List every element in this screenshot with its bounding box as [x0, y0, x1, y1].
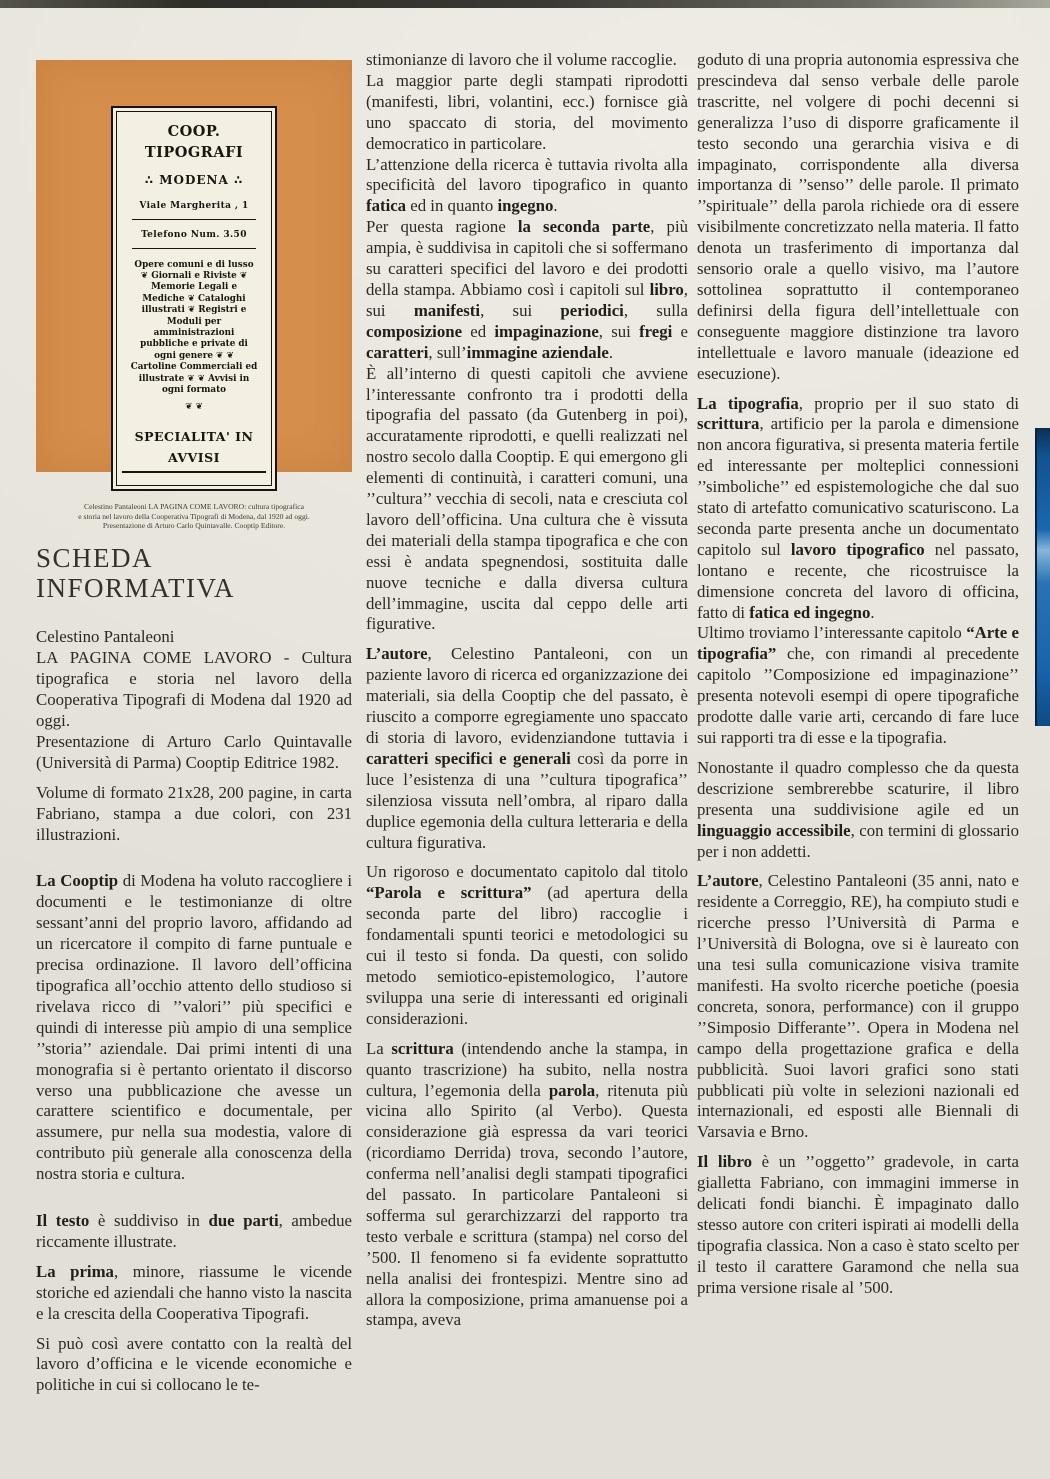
ad-caption-line: Celestino Pantaleoni LA PAGINA COME LAVORO: cultura tipografica [84, 502, 304, 512]
floral-heart-icon: ❦ ❦ [185, 402, 203, 413]
paragraph: L’autore, Celestino Pantaleoni, con un paziente lavoro di ricerca ed organizzazione dei materiali, sia della Cooptip che del passato, è riuscito a comporre egregiamente uno spaccato di storia di lavoro, evidenziandone tuttavia i caratteri specifici e generali così da porre in luce l’esistenza di una ’’cultura tipografica’’ silenziosa vissuta nell’ombra, al riparo dalla duplice egemonia della cultura letteraria e della cultura figurativa. [366, 644, 688, 852]
paragraph: Un rigoroso e documentato capitolo dal titolo “Parola e scrittura” (ad apertura della seconda parte del libro) raccoglie i fondamentali spunti teorici e metodologici su cui il testo si fonda. Da questi, con solido metodo semiotico-epistemologico, l’autore sviluppa una serie di interessanti ed originali considerazioni. [366, 862, 689, 1028]
paragraph: Nonostante il quadro complesso che da questa descrizione sembrerebbe scaturire, il libro presenta una suddivisione agile ed un linguaggio accessibile, con termini di glossario per i non addetti. [697, 757, 1019, 861]
paragraph: L’attenzione della ricerca è tuttavia rivolta alla specificità del lavoro tipografico in quanto fatica ed in quanto ingegno. [366, 154, 688, 216]
ad-services: Opere comuni e di lusso ❦ Giornali e Riviste ❦ Memorie Legali e Mediche ❦ Cataloghi illustrati ❦ Registri e Moduli per amministrazioni pubbliche e private di ogni genere ❦ ❦ Cartoline Commerciali ed illustrate ❦ ❦ Avvisi in ogni formato [130, 259, 258, 395]
paragraph: goduto di una propria autonomia espressiva che prescindeva dal senso verbale delle parole trascritte, nel volgere di pochi decenni si generalizza l’uso di disporre graficamente il testo secondo una gerarchia visiva e di impaginato, corrispondente alla diversa importanza di ’’senso’’ delle parole. Il primato ’’spirituale’’ della parola richiede ora di essere visibilmente concretizzato nella materia. Il fatto denota un trasferimento di importanza dal sensorio orale a quello visivo, ma l’autore sottolinea soprattutto il contemporaneo definirsi della figura dell’intellettuale con conseguente maggiore distinzione tra lavoro intellettuale e lavoro manuale (ideazione ed esecuzione). [697, 50, 1019, 383]
paragraph: L’autore, Celestino Pantaleoni (35 anni, nato e residente a Correggio, RE), ha compiuto studi e ricerche presso l’Università di Parma e l’Università di Bologna, ove si è laureato con una tesi sulla comunicazione visiva tramite manifesti. Ha svolto ricerche poetiche (poesia concreta, sonora, performance) con il gruppo ’’Simposio Differante’’. Opera in Modena nel campo della progettazione grafica e della pubblicità. Suoi lavori grafici sono stati pubblicati più volte in selezioni nazionali ed internazionali, ed esposti alle Biennali di Varsavia e Brno. [697, 871, 1019, 1142]
paragraph: La Cooptip di Modena ha voluto raccogliere i documenti e le testimonianze di oltre sessant’anni del proprio lavoro, affidando ad un ricercatore il compito di farne puntuale e precisa ordinazione. Il lavoro dell’officina tipografica all’occhio attento dello studioso si rivelava ricco di ’’valori’’ più specifici e quindi di interesse più ampio di una semplice ’’storia’’ aziendale. Dai primi intenti di una monografia si è pertanto orientato il discorso verso una pubblicazione che avesse un carattere scientifico e documentale, per assumere, pur nella sua modestia, valore di contributo più generale alla conoscenza della nostra storia e cultura. [36, 871, 352, 1184]
paragraph: La tipografia, proprio per il suo stato di scrittura, artificio per la parola e dimensione non ancora figurativa, si presenta materia fertile ed interessante per molteplici connessioni ’’simboliche’’ ed espistemologiche che dal suo stato di artefatto comunicativo scaturiscono. La seconda parte presenta anche un documentato capitolo sul lavoro tipografico nel passato, lontano e recente, che ricostruisce la dimensione concreta del lavoro di officina, fatto di fatica ed ingegno. [697, 393, 1019, 622]
ad-reproduction-image [36, 60, 352, 531]
ad-title: COOP. TIPOGRAFI [144, 123, 244, 161]
paragraph: La scrittura (intendendo anche la stampa, in quanto trascrizione) ha subito, nella nostra cultura, l’egemonia della parola, ritenuta più vicina allo Spirito (al Verbo). Questa considerazione già espressa da vari teorici (ricordiamo Derrida) trova, secondo l’autore, conferma nell’analisi degli stampati tipografici del passato. In particolare Pantaleoni si sofferma sul gerarchizzarzi del rapporto tra testo verbale e scrittura (stampa) nel corso del ’500. Il fenomeno si fa evidente soprattutto nella analisi dei frontespizi. Mentre sino ad allora la composizione, prima amanuense poi a stampa, aveva [366, 1038, 688, 1330]
paragraph: È all’interno di questi capitoli che avviene l’interessante confronto tra i prodotti della tipografia del passato (da Gutenberg in poi), accuratamente riprodotti, e quelli realizzati nel nostro secolo dalla Cooptip. E qui emergono gli elementi di continuità, i caratteri comuni, una ’’cultura’’ vecchia di secoli, nata e cresciuta col lavoro dell’officina. Una cultura che è vissuta dei materiali della stampa tipografica e che con essi è andata spegnendosi, sostituita dalle nuove tecniche e dalla diversa cultura dell’immagine, uscita dal ceppo delle arti figurative. [366, 363, 688, 634]
paragraph: Presentazione di Arturo Carlo Quintavalle (Università di Parma) Cooptip Editrice 1982. [36, 731, 352, 772]
paragraph: Il testo è suddiviso in due parti, ambedue riccamente illustrate. [36, 1211, 352, 1251]
ad-card [111, 106, 277, 491]
ad-card-frame [116, 111, 272, 486]
paragraph: Si può così avere contatto con la realtà del lavoro d’officina e le vicende economiche e politiche in cui si collocano le te- [36, 1333, 352, 1395]
ad-phone: Telefono Num. 3.50 [132, 225, 256, 249]
ad-caption-line: Presentazione di Arturo Carlo Quintavalle. Cooptip Editore. [102, 521, 286, 531]
paragraph: Celestino Pantaleoni [36, 627, 175, 647]
column-left-text [36, 627, 352, 1396]
ad-city: ∴ MODENA ∴ [144, 172, 244, 187]
paragraph: LA PAGINA COME LAVORO - Cultura tipografica e storia nel lavoro della Cooperativa Tipografi di Modena dal 1920 ad oggi. [36, 648, 352, 730]
column-middle [366, 50, 688, 1331]
paragraph: Per questa ragione la seconda parte, più ampia, è suddivisa in capitoli che si soffermano su caratteri specifici del lavoro e dei prodotti della stampa. Abbiamo così i capitoli sul libro, sui manifesti, sui periodici, sulla composizione ed impaginazione, sui fregi e caratteri, sull’immagine aziendale. [366, 217, 688, 362]
ad-specialty [122, 427, 266, 473]
column-left [36, 60, 352, 1396]
ad-caption [36, 502, 352, 531]
column-right-text [697, 50, 1019, 1299]
paragraph: stimonianze di lavoro che il volume raccoglie. [366, 50, 677, 69]
ad-specialty-label: SPECIALITA' IN AVVISI [122, 427, 266, 473]
column-middle-text [366, 50, 688, 1331]
ad-address: Viale Margherita , 1 [132, 196, 256, 220]
paragraph: Volume di formato 21x28, 200 pagine, in carta Fabriano, stampa a due colori, con 231 illustrazioni. [36, 782, 352, 844]
paragraph: La prima, minore, riassume le vicende storiche ed aziendali che hanno visto la nascita e la crescita della Cooperativa Tipografi. [36, 1261, 353, 1323]
page-title: SCHEDA INFORMATIVA [36, 543, 236, 603]
scan-top-edge [0, 0, 1050, 8]
ad-caption-line: e storia nel lavoro della Cooperativa Tipografi di Modena, dal 1920 ad oggi. [78, 511, 310, 521]
paragraph: Il libro è un ’’oggetto’’ gradevole, in carta gialletta Fabriano, con immagini immerse in delicati fondi bianchi. È impaginato dallo stesso autore con criteri ispirati ai modelli della tipografia classica. Non a caso è stato scelto per il testo il carattere Garamond che nella sua prima versione risale al ’500. [697, 1152, 1019, 1297]
page-edge-blue-strip [1035, 428, 1050, 726]
paragraph: La maggior parte degli stampati riprodotti (manifesti, libri, volantini, ecc.) fornisce già uno spaccato di storia, del movimento democratico in particolare. [366, 70, 688, 153]
paragraph: Ultimo troviamo l’interessante capitolo “Arte e tipografia” che, con rimandi al precedente capitolo ’’Composizione ed impaginazione’’ presenta notevoli esempi di opere tipografiche prodotte dalle varie arti, cercando di fare luce sui rapporti tra di esse e la tipografia. [697, 623, 1020, 747]
column-right [697, 50, 1019, 1299]
